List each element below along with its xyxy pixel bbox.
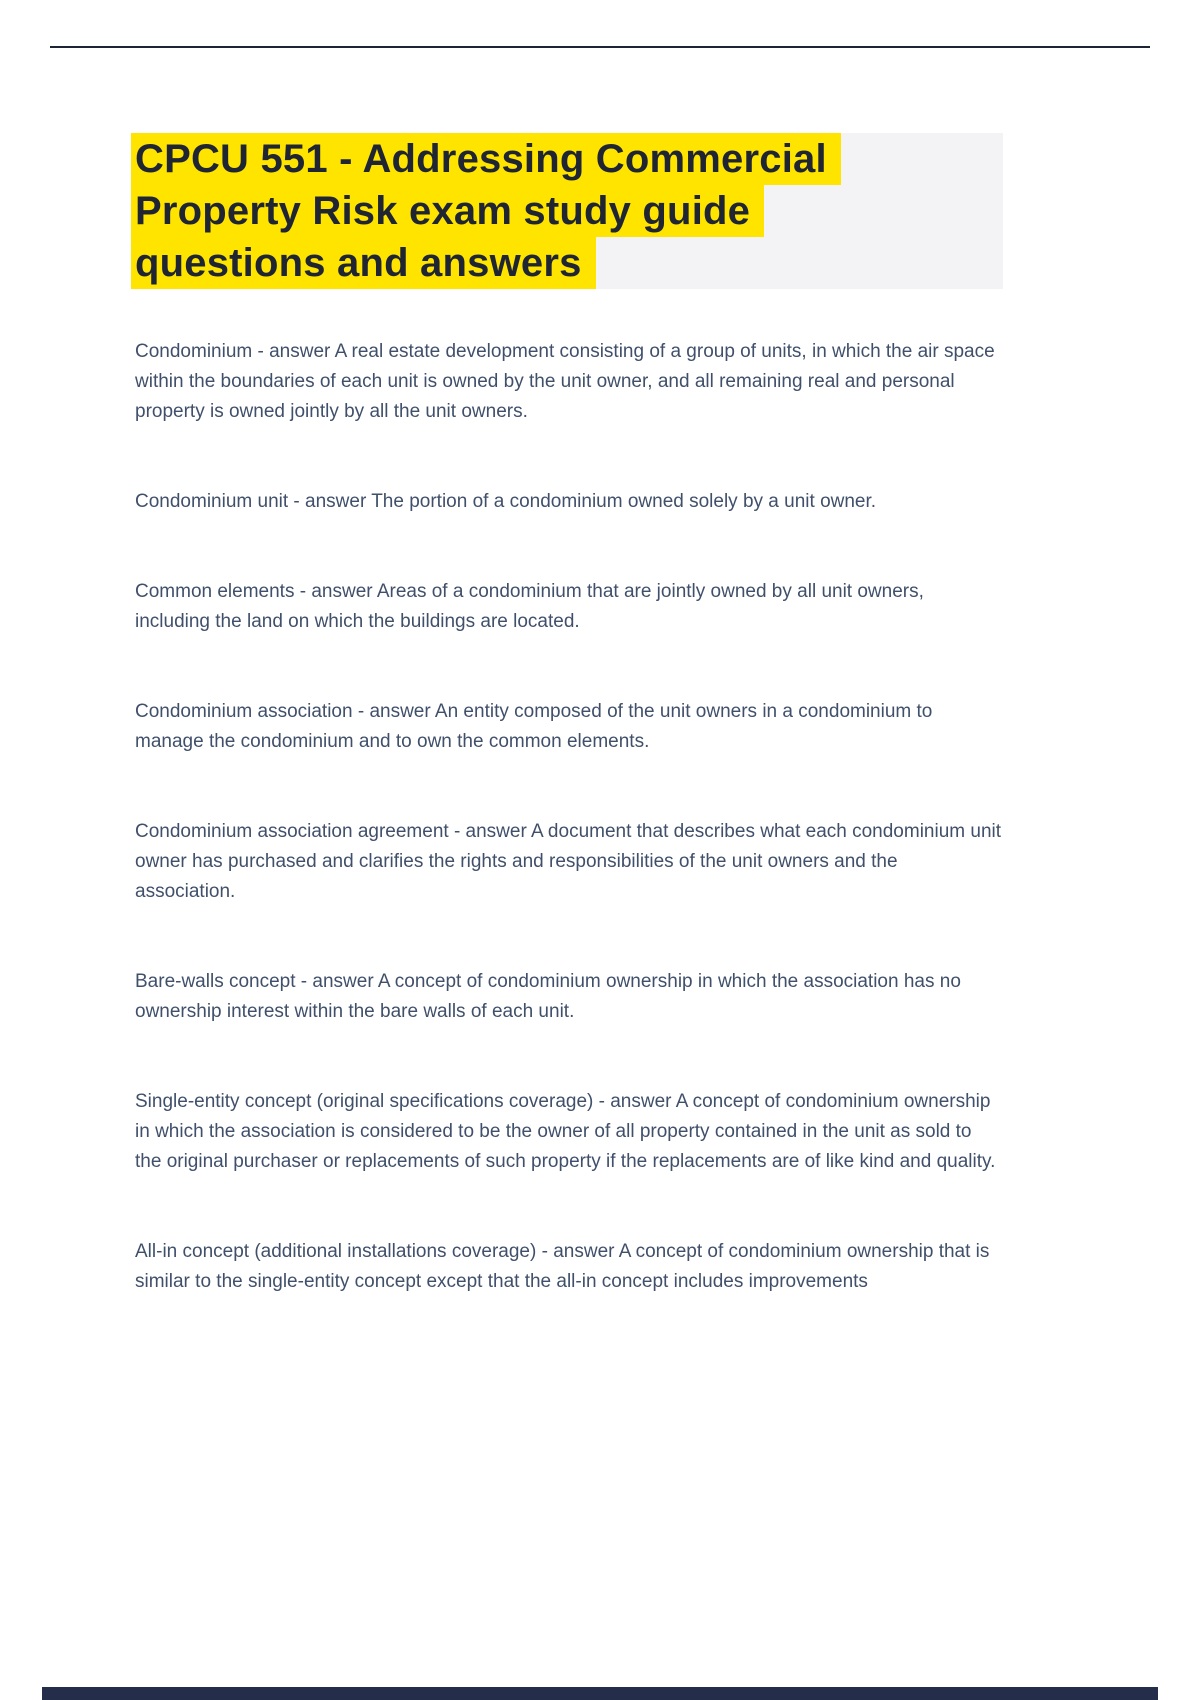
title-line: [135, 185, 1003, 237]
title-line: [135, 133, 1003, 185]
title-highlight: Property Risk exam study guide: [131, 185, 764, 237]
qa-paragraph: Condominium association agreement - answer A document that describes what each condominium unit owner has purchased and clarifies the rights and responsibilities of the unit owners and the association.: [135, 821, 1002, 902]
qa-paragraph: Condominium - answer A real estate development consisting of a group of units, in which the air space within the boundaries of each unit is owned by the unit owner, and all remaining real and personal property is owned jointly by all the unit owners.: [135, 341, 995, 422]
qa-paragraph: All-in concept (additional installations coverage) - answer A concept of condominium ownership that is similar to the single-entity concept except that the all-in concept includes improvements: [135, 1241, 990, 1292]
qa-paragraph: Condominium association - answer An entity composed of the unit owners in a condominium to manage the condominium and to own the common elements.: [135, 701, 933, 752]
title-highlight: questions and answers: [131, 237, 596, 289]
qa-paragraph: Common elements - answer Areas of a condominium that are jointly owned by all unit owners, including the land on which the buildings are located.: [135, 581, 924, 632]
page-title: [135, 133, 1003, 289]
qa-paragraph: Bare-walls concept - answer A concept of condominium ownership in which the association has no ownership interest within the bare walls of each unit.: [135, 971, 961, 1022]
qa-paragraph: Single-entity concept (original specifications coverage) - answer A concept of condominium ownership in which the association is considered to be the owner of all property contained in the unit as sold to the original purchaser or replacements of such property if the replacements are of like kind and quality.: [135, 1091, 996, 1172]
footer-bar: [42, 1687, 1158, 1700]
qa-paragraph: Condominium unit - answer The portion of a condominium owned solely by a unit owner.: [135, 491, 877, 512]
title-line: [135, 237, 1003, 289]
document-page: [135, 133, 1003, 1297]
qa-list: [135, 337, 1003, 1297]
top-rule: [50, 46, 1150, 48]
title-highlight: CPCU 551 - Addressing Commercial: [131, 133, 841, 185]
